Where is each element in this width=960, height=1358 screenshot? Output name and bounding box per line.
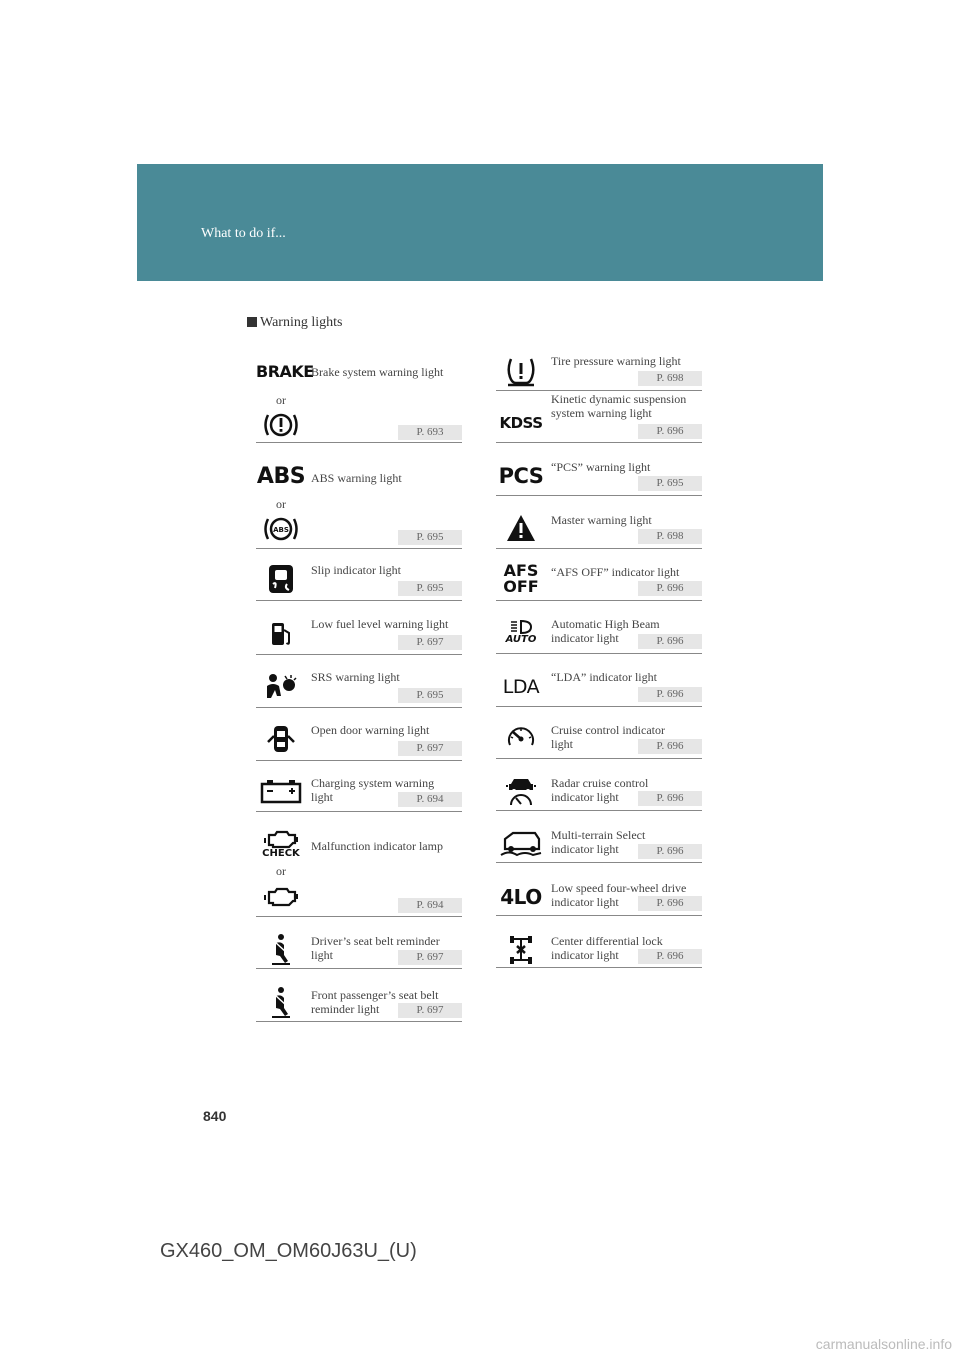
item-label: Kinetic dynamic suspension system warning light	[551, 392, 687, 420]
brake-icon: BRAKE	[256, 362, 314, 381]
item-label: Cruise control indicator light	[551, 723, 665, 751]
item-label: Driver’s seat belt reminder light	[311, 934, 440, 962]
page-reference: P. 698	[638, 529, 702, 544]
list-item-center-diff	[496, 932, 702, 968]
page-reference: P. 695	[398, 530, 462, 545]
page-reference: P. 696	[638, 634, 702, 649]
page-reference: P. 695	[638, 476, 702, 491]
auto-text: AUTO	[505, 634, 537, 645]
page-reference: P. 695	[398, 688, 462, 703]
page-number: 840	[203, 1108, 227, 1124]
pcs-icon: PCS	[498, 464, 544, 488]
or-label: or	[276, 497, 286, 511]
list-item-passenger-belt	[256, 986, 462, 1022]
page-reference: P. 694	[398, 792, 462, 807]
page-reference: P. 696	[638, 791, 702, 806]
page-reference: P. 696	[638, 844, 702, 859]
list-item-kdss	[496, 390, 702, 443]
brake-circle-icon	[256, 411, 306, 439]
section-title	[247, 315, 342, 331]
item-label: Open door warning light	[311, 723, 430, 737]
item-label: Front passenger’s seat belt reminder light	[311, 988, 439, 1016]
item-label: Brake system warning light	[311, 365, 444, 379]
item-label: “PCS” warning light	[551, 460, 651, 474]
page-reference: P. 697	[398, 741, 462, 756]
item-label: Low speed four-wheel drive indicator light	[551, 881, 687, 909]
or-label: or	[276, 393, 286, 407]
item-label: Multi-terrain Select indicator light	[551, 828, 646, 856]
section-title-text: Warning lights	[260, 315, 343, 330]
item-label: “LDA” indicator light	[551, 670, 657, 684]
master-warning-icon	[496, 513, 546, 543]
list-item-charging	[256, 774, 462, 812]
check-label-icon: CHECK	[262, 848, 300, 859]
engine-icon	[256, 886, 306, 908]
srs-airbag-icon	[256, 672, 306, 700]
item-label: Radar cruise control indicator light	[551, 776, 649, 804]
off-text: OFF	[503, 577, 539, 596]
afs-off-icon	[496, 563, 546, 595]
page-reference: P. 697	[398, 635, 462, 650]
four-lo-icon: 4LO	[500, 885, 542, 909]
abs-circle-icon	[256, 515, 306, 543]
list-item-door	[256, 722, 462, 761]
page-reference: P. 697	[398, 1003, 462, 1018]
list-item-afs	[496, 563, 702, 601]
header-title: What to do if...	[201, 226, 286, 241]
kdss-icon: KDSS	[499, 414, 543, 432]
list-item-srs	[256, 669, 462, 708]
center-diff-lock-icon	[496, 934, 546, 966]
page-reference: P. 696	[638, 739, 702, 754]
list-item-multi-terrain	[496, 826, 702, 863]
list-item-abs	[256, 459, 462, 549]
list-item-pcs	[496, 459, 702, 496]
page-reference: P. 696	[638, 687, 702, 702]
item-label: Slip indicator light	[311, 563, 401, 577]
list-item-master	[496, 511, 702, 549]
list-item-tire-pressure	[496, 353, 702, 391]
list-item-radar-cruise	[496, 774, 702, 811]
list-item-malfunction	[256, 826, 462, 917]
list-item-auto-high-beam	[496, 616, 702, 654]
item-label: Charging system warning light	[311, 776, 435, 804]
list-item-4lo	[496, 879, 702, 916]
item-label: Master warning light	[551, 513, 652, 527]
afs-text: AFS	[503, 561, 539, 580]
tire-pressure-icon	[496, 355, 546, 387]
page-reference: P. 695	[398, 581, 462, 596]
list-item-fuel	[256, 616, 462, 655]
item-label: “AFS OFF” indicator light	[551, 565, 680, 579]
cruise-control-icon	[496, 725, 546, 753]
list-item-cruise	[496, 722, 702, 759]
list-item-driver-belt	[256, 932, 462, 969]
lda-icon: LDA	[502, 676, 540, 698]
watermark: carmanualsonline.info	[815, 1336, 952, 1352]
item-label: Low fuel level warning light	[311, 617, 449, 631]
list-item-brake	[256, 353, 462, 443]
list-item-lda	[496, 669, 702, 707]
list-item-slip	[256, 562, 462, 601]
fuel-pump-icon	[256, 620, 306, 648]
item-label: Automatic High Beam indicator light	[551, 617, 660, 645]
seat-belt-icon	[256, 933, 306, 965]
seat-belt-icon	[256, 986, 306, 1018]
item-label: Malfunction indicator lamp	[311, 839, 443, 853]
item-label: ABS warning light	[311, 471, 402, 485]
page-reference: P. 694	[398, 898, 462, 913]
slip-indicator-icon	[256, 564, 306, 594]
or-label: or	[276, 864, 286, 878]
item-label: SRS warning light	[311, 670, 400, 684]
check-engine-icon	[256, 829, 306, 849]
auto-high-beam-icon	[496, 620, 546, 645]
document-code: GX460_OM_OM60J63U_(U)	[160, 1240, 417, 1262]
page-reference: P. 698	[638, 371, 702, 386]
page-reference: P. 693	[398, 425, 462, 440]
bullet-square-icon	[247, 317, 257, 327]
radar-cruise-icon	[496, 776, 546, 808]
header-band	[137, 164, 823, 281]
item-label: Center differential lock indicator light	[551, 934, 663, 962]
page-reference: P. 696	[638, 896, 702, 911]
battery-icon	[256, 778, 306, 804]
page-reference: P. 697	[398, 950, 462, 965]
abs-small-text: ABS	[273, 526, 289, 534]
page-reference: P. 696	[638, 424, 702, 439]
multi-terrain-icon	[496, 831, 546, 857]
page-reference: P. 696	[638, 949, 702, 964]
page-reference: P. 696	[638, 581, 702, 596]
item-label: Tire pressure warning light	[551, 354, 681, 368]
abs-icon: ABS	[256, 464, 306, 489]
open-door-icon	[256, 724, 306, 754]
